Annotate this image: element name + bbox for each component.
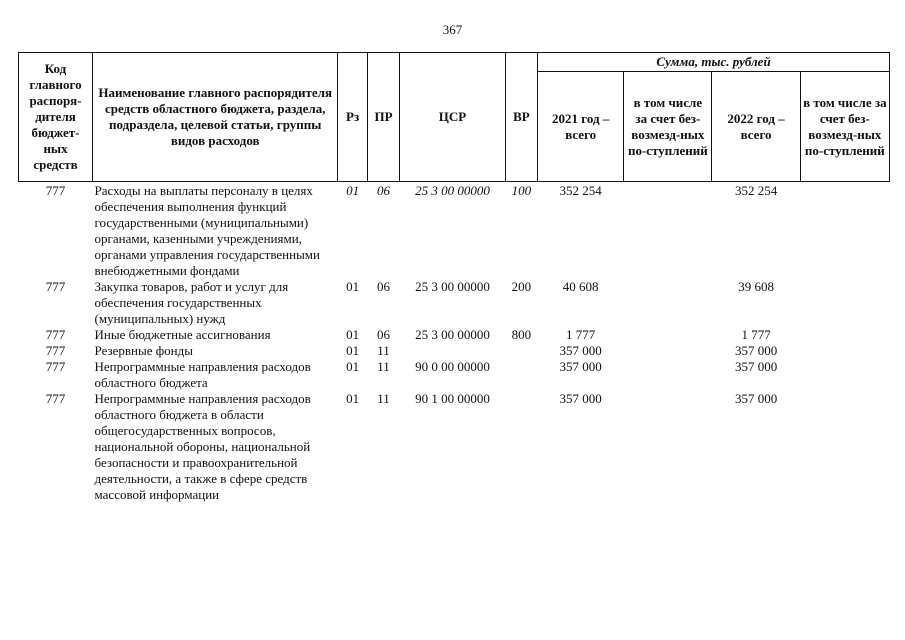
cell-total-2022: 352 254 xyxy=(734,183,778,198)
cell-name: Резервные фонды xyxy=(94,343,193,358)
header-sum: Сумма, тыс. рублей xyxy=(538,53,890,72)
cell-gratis-2021 xyxy=(624,327,712,343)
cell-name: Расходы на выплаты персоналу в целях обеспечения выполнения функций государственными (муниципальными) органами, казенными учреждениями, органами управления государственными внебюджетными фондами xyxy=(94,183,320,278)
cell-rz: 01 xyxy=(346,343,360,358)
page-number: 367 xyxy=(442,22,463,37)
table-row xyxy=(19,279,890,327)
cell-pr: 11 xyxy=(377,343,390,358)
cell-code: 777 xyxy=(45,327,66,342)
cell-code: 777 xyxy=(45,343,66,358)
cell-vr: 800 xyxy=(511,327,532,342)
cell-gratis-2022 xyxy=(800,359,889,391)
cell-total-2021: 1 777 xyxy=(566,327,596,342)
cell-total-2021: 40 608 xyxy=(562,279,599,294)
cell-total-2021: 357 000 xyxy=(559,391,602,406)
cell-pr: 06 xyxy=(377,327,390,342)
cell-gratis-2021 xyxy=(624,391,712,503)
cell-vr xyxy=(505,359,537,391)
cell-name: Иные бюджетные ассигнования xyxy=(94,327,271,342)
cell-gratis-2022 xyxy=(800,327,889,343)
cell-vr xyxy=(505,391,537,503)
cell-total-2021: 352 254 xyxy=(559,183,602,198)
cell-total-2022: 39 608 xyxy=(738,279,774,294)
table-body xyxy=(19,182,890,504)
table-row xyxy=(19,327,890,343)
table-row xyxy=(19,391,890,503)
cell-code: 777 xyxy=(45,183,66,198)
table-row xyxy=(19,359,890,391)
table-row xyxy=(19,343,890,359)
header-csr: ЦСР xyxy=(400,53,505,182)
cell-pr: 11 xyxy=(377,391,390,406)
cell-total-2021: 357 000 xyxy=(559,343,602,358)
cell-pr: 11 xyxy=(377,359,390,374)
cell-pr: 06 xyxy=(377,183,390,198)
cell-vr: 100 xyxy=(511,183,532,198)
cell-total-2022: 357 000 xyxy=(734,359,778,374)
cell-csr: 90 1 00 00000 xyxy=(415,391,490,406)
cell-rz: 01 xyxy=(346,327,360,342)
cell-gratis-2022 xyxy=(800,182,889,280)
cell-name: Непрограммные направления расходов областного бюджета xyxy=(94,359,311,390)
header-gratis-2021: в том числе за счет без-возмезд-ных по-ступлений xyxy=(624,72,712,182)
cell-total-2022: 1 777 xyxy=(741,327,771,342)
cell-rz: 01 xyxy=(346,183,360,198)
cell-code: 777 xyxy=(45,279,66,294)
header-total-2022: 2022 год – всего xyxy=(712,72,800,182)
header-gratis-2022: в том числе за счет без-возмезд-ных по-ступлений xyxy=(800,72,889,182)
table-row xyxy=(19,182,890,280)
cell-code: 777 xyxy=(45,391,66,406)
header-code: Код главного распоря-дителя бюджет-ных средств xyxy=(19,53,93,182)
header-name: Наименование главного распорядителя средств областного бюджета, раздела, подраздела, целевой статьи, группы видов расходов xyxy=(93,53,338,182)
cell-vr xyxy=(505,343,537,359)
cell-total-2022: 357 000 xyxy=(734,391,778,406)
cell-gratis-2021 xyxy=(624,359,712,391)
cell-name: Закупка товаров, работ и услуг для обеспечения государственных (муниципальных) нужд xyxy=(94,279,289,326)
header-row-1 xyxy=(19,53,890,72)
header-pr: ПР xyxy=(367,53,399,182)
cell-csr: 25 3 00 00000 xyxy=(415,327,490,342)
cell-gratis-2021 xyxy=(624,182,712,280)
budget-table xyxy=(18,52,890,503)
cell-pr: 06 xyxy=(377,279,390,294)
cell-name: Непрограммные направления расходов областного бюджета в области общегосударственных вопросов, национальной обороны, национальной безопасности и правоохранительной деятельности, а также в сфере средств массовой информации xyxy=(94,391,311,502)
cell-gratis-2022 xyxy=(800,391,889,503)
cell-gratis-2021 xyxy=(624,279,712,327)
cell-gratis-2021 xyxy=(624,343,712,359)
header-rz: Рз xyxy=(338,53,367,182)
cell-csr: 25 3 00 00000 xyxy=(415,183,490,198)
cell-rz: 01 xyxy=(346,391,360,406)
cell-vr: 200 xyxy=(511,279,532,294)
cell-gratis-2022 xyxy=(800,279,889,327)
cell-rz: 01 xyxy=(346,279,360,294)
cell-csr: 90 0 00 00000 xyxy=(415,359,490,374)
cell-csr xyxy=(400,343,505,359)
cell-rz: 01 xyxy=(346,359,360,374)
header-vr: ВР xyxy=(505,53,537,182)
cell-total-2022: 357 000 xyxy=(734,343,778,358)
cell-total-2021: 357 000 xyxy=(559,359,602,374)
header-total-2021: 2021 год – всего xyxy=(538,72,624,182)
cell-csr: 25 3 00 00000 xyxy=(415,279,490,294)
cell-code: 777 xyxy=(45,359,66,374)
cell-gratis-2022 xyxy=(800,343,889,359)
